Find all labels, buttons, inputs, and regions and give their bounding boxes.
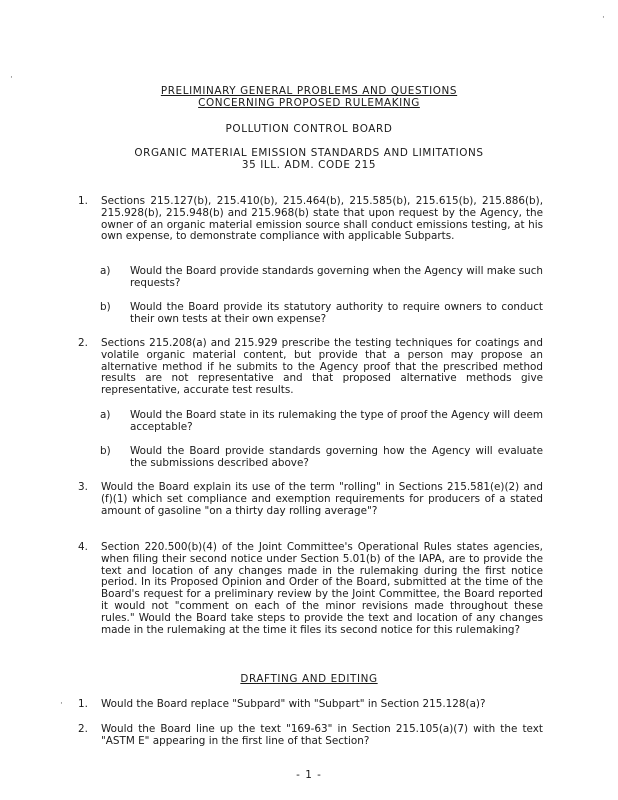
question-text: Section 220.500(b)(4) of the Joint Committee's Operational Rules states agencies, when filing their second notice under Section 5.01(b) of the IAPA, are to provide the text and location of any changes made in the rulemaking during the first notice period. In its Proposed Opinion and Order of the Board, submitted at the time of the Board's request for a preliminary review by the Joint Committee, the Board reported it would not "comment on each of the minor revisions made throughout these rules." Would the Board take steps to provide the text and location of any changes made in the rulemaking at the time it files its second notice for this rulemaking? xyxy=(101,541,543,636)
sub-label: a) xyxy=(100,265,111,277)
subject-line-1: ORGANIC MATERIAL EMISSION STANDARDS AND LIMITATIONS xyxy=(134,147,484,159)
question-text: Would the Board explain its use of the term "rolling" in Sections 215.581(e)(2) and (f)(1) which set compliance and exemption requirements for producers of a stated amount of gasoline "on a thirty day rolling average"? xyxy=(101,481,543,517)
page-number: - 1 - xyxy=(296,769,322,781)
sub-label: b) xyxy=(100,445,111,457)
scan-speck: · xyxy=(10,73,13,83)
sub-text: Would the Board provide standards governing when the Agency will make such requests? xyxy=(130,265,543,289)
sub-text: Would the Board provide standards governing how the Agency will evaluate the submissions described above? xyxy=(130,445,543,469)
subject-line-2: 35 ILL. ADM. CODE 215 xyxy=(241,159,377,171)
drafting-item-text: Would the Board line up the text "169-63" in Section 215.105(a)(7) with the text "ASTM E" appearing in the first line of that Section? xyxy=(101,723,543,747)
sub-label: b) xyxy=(100,301,111,313)
scan-speck: · xyxy=(60,699,63,709)
sub-label: a) xyxy=(100,409,111,421)
sub-text: Would the Board provide its statutory authority to require owners to conduct their own tests at their own expense? xyxy=(130,301,543,325)
section-heading: DRAFTING AND EDITING xyxy=(240,673,378,685)
question-number: 1. xyxy=(78,195,88,207)
sub-text: Would the Board state in its rulemaking the type of proof the Agency will deem acceptable? xyxy=(130,409,543,433)
title-line-2: CONCERNING PROPOSED RULEMAKING xyxy=(198,97,420,109)
question-number: 4. xyxy=(78,541,88,553)
question-text: Sections 215.208(a) and 215.929 prescribe the testing techniques for coatings and volatile organic material content, but provide that a person may propose an alternative method if he submits to the Agency proof that the prescribed method results are not representative and that proposed alternative methods give representative, accurate test results. xyxy=(101,337,543,397)
board-name: POLLUTION CONTROL BOARD xyxy=(225,123,393,135)
title-line-1: PRELIMINARY GENERAL PROBLEMS AND QUESTIONS xyxy=(160,85,458,97)
question-number: 2. xyxy=(78,337,88,349)
question-text: Sections 215.127(b), 215.410(b), 215.464(b), 215.585(b), 215.615(b), 215.886(b), 215.928(b), 215.948(b) and 215.968(b) state that upon request by the Agency, the owner of an organic material emission source shall conduct emissions testing, at his own expense, to demonstrate compliance with applicable Subparts. xyxy=(101,195,543,243)
drafting-item-number: 2. xyxy=(78,723,88,735)
question-number: 3. xyxy=(78,481,88,493)
drafting-item-number: 1. xyxy=(78,698,88,710)
scan-speck: · xyxy=(602,13,605,23)
drafting-item-text: Would the Board replace "Subpard" with "Subpart" in Section 215.128(a)? xyxy=(101,698,486,710)
